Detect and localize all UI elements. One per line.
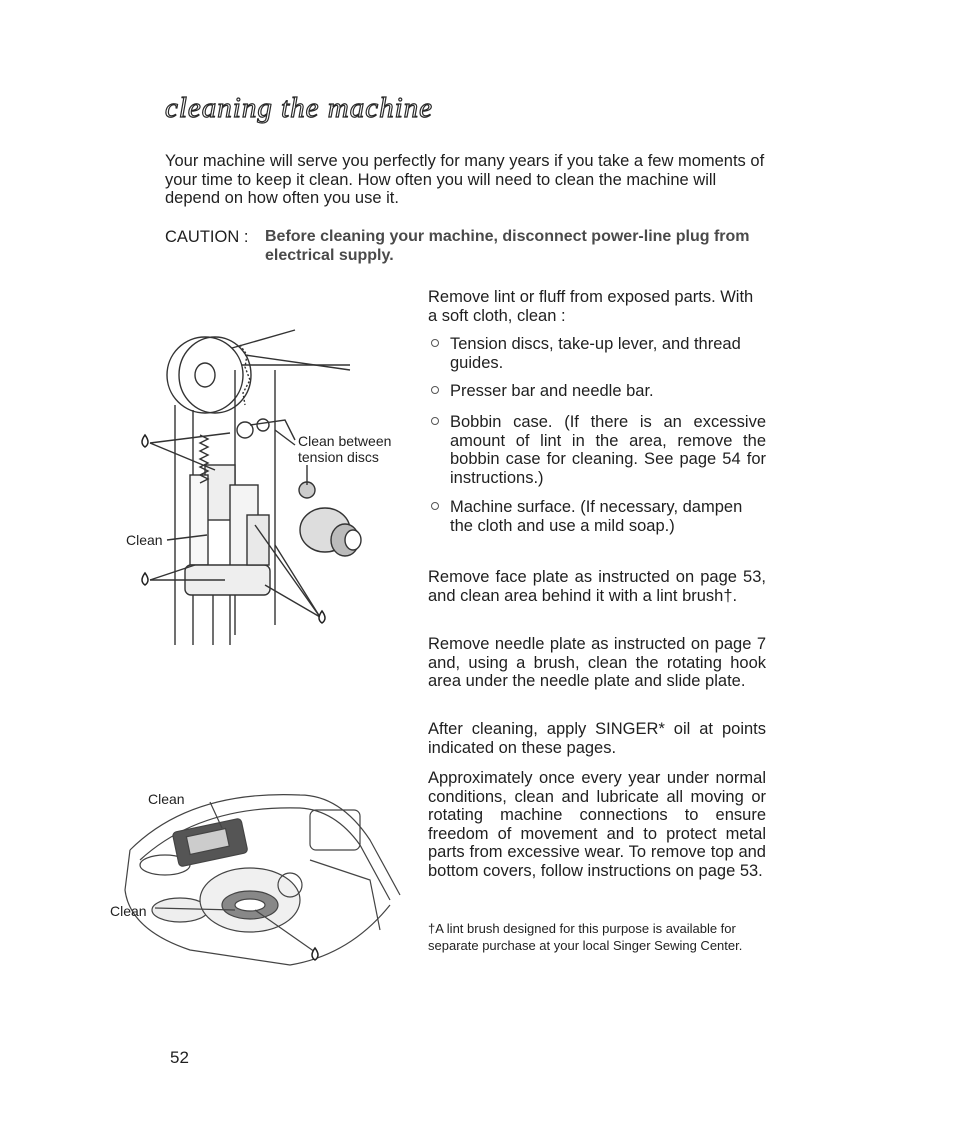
oil-drop-icon [319,611,325,623]
bobbin-area-illustration [110,780,410,980]
tension-discs-label: Clean between tension discs [298,433,392,465]
bullet-icon [431,417,439,425]
lint-intro-paragraph: Remove lint or fluff from exposed parts. With a soft cloth, clean : [428,288,754,325]
bullet-item [428,335,766,372]
page-title: cleaning the machine [165,92,434,124]
lubricate-paragraph: Approximately once every year under normal conditions, clean and lubricate all moving or rotating machine connections to ensure freedom of movement and to protect metal parts from excessive wear. To remove top and bottom covers, follow instructions on page 53. [428,769,766,880]
bullet-icon [431,386,439,394]
caution-label: CAUTION : [165,228,249,246]
presser-foot-clean-label: Clean [148,791,185,807]
face-plate-paragraph: Remove face plate as instructed on page 53, and clean area behind it with a lint brush†. [428,568,766,605]
bullet-text: Presser bar and needle bar. [450,382,654,400]
intro-paragraph: Your machine will serve you perfectly for many years if you take a few moments of your time to keep it clean. How often you will need to clean the machine will depend on how often you use it. [165,152,765,207]
tension-assembly-illustration [135,325,395,655]
page-number: 52 [170,1048,189,1067]
bullet-text: Machine surface. (If necessary, dampen the cloth and use a mild soap.) [450,498,743,535]
oil-paragraph: After cleaning, apply SINGER* oil at points indicated on these pages. [428,720,766,757]
bullet-text: Tension discs, take-up lever, and thread guides. [450,335,741,372]
footnote: †A lint brush designed for this purpose is available for separate purchase at your local Singer Sewing Center. [428,921,743,953]
bullet-item [428,382,766,401]
bullet-text: Bobbin case. (If there is an excessive amount of lint in the area, remove the bobbin case for cleaning. See page 54 for instructions.) [450,413,766,487]
bullet-icon [431,502,439,510]
oil-drop-icon [142,573,148,585]
oil-drop-icon [142,435,148,447]
bullet-item [428,413,766,487]
bullet-item [428,498,766,535]
needle-plate-paragraph: Remove needle plate as instructed on page 7 and, using a brush, clean the rotating hook area under the needle plate and slide plate. [428,635,766,690]
bobbin-clean-label: Clean [110,903,147,919]
bullet-icon [431,339,439,347]
oil-drop-icon [312,948,318,960]
caution-text: Before cleaning your machine, disconnect power-line plug from electrical supply. [265,228,750,264]
presser-bar-clean-label: Clean [126,532,163,548]
